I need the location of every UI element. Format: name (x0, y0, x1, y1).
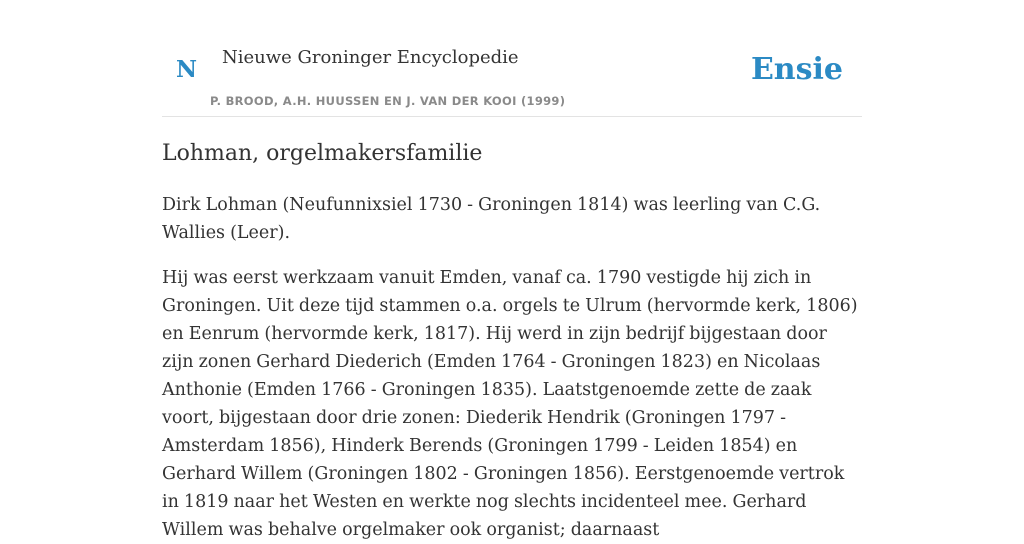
ensie-logo-link[interactable]: Ensie (750, 52, 843, 87)
article-title: Lohman, orgelmakersfamilie (162, 141, 483, 166)
article-paragraph: Dirk Lohman (Neufunnixsiel 1730 - Groningen 1814) was leerling van C.G. Wallies (Leer). (162, 195, 821, 243)
book-header (162, 0, 862, 117)
book-authors: P. BROOD, A.H. HUUSSEN EN J. VAN DER KOOI (1999) (210, 94, 566, 108)
book-title[interactable]: Nieuwe Groninger Encyclopedie (222, 47, 519, 68)
article (162, 136, 862, 544)
book-logo-icon[interactable]: N (176, 56, 198, 83)
article-paragraph: Hij was eerst werkzaam vanuit Emden, vanaf ca. 1790 vestigde hij zich in Groningen. Uit deze tijd stammen o.a. orgels te Ulrum (hervormde kerk, 1806) en Eenrum (hervormde kerk, 1817). Hij werd in zijn bedrijf bijgestaan door zijn zonen Gerhard Diederich (Emden 1764 - Groningen 1823) en Nicolaas Anthonie (Emden 1766 - Groningen 1835). Laatstgenoemde zette de zaak voort, bijgestaan door drie zonen: Diederik Hendrik (Groningen 1797 - Amsterdam 1856), Hinderk Berends (Groningen 1799 - Leiden 1854) en Gerhard Willem (Groningen 1802 - Groningen 1856). Eerstgenoemde vertrok in 1819 naar het Westen en werkte nog slechts incidenteel mee. Gerhard Willem was behalve orgelmaker ook organist; daarnaast (162, 268, 858, 540)
